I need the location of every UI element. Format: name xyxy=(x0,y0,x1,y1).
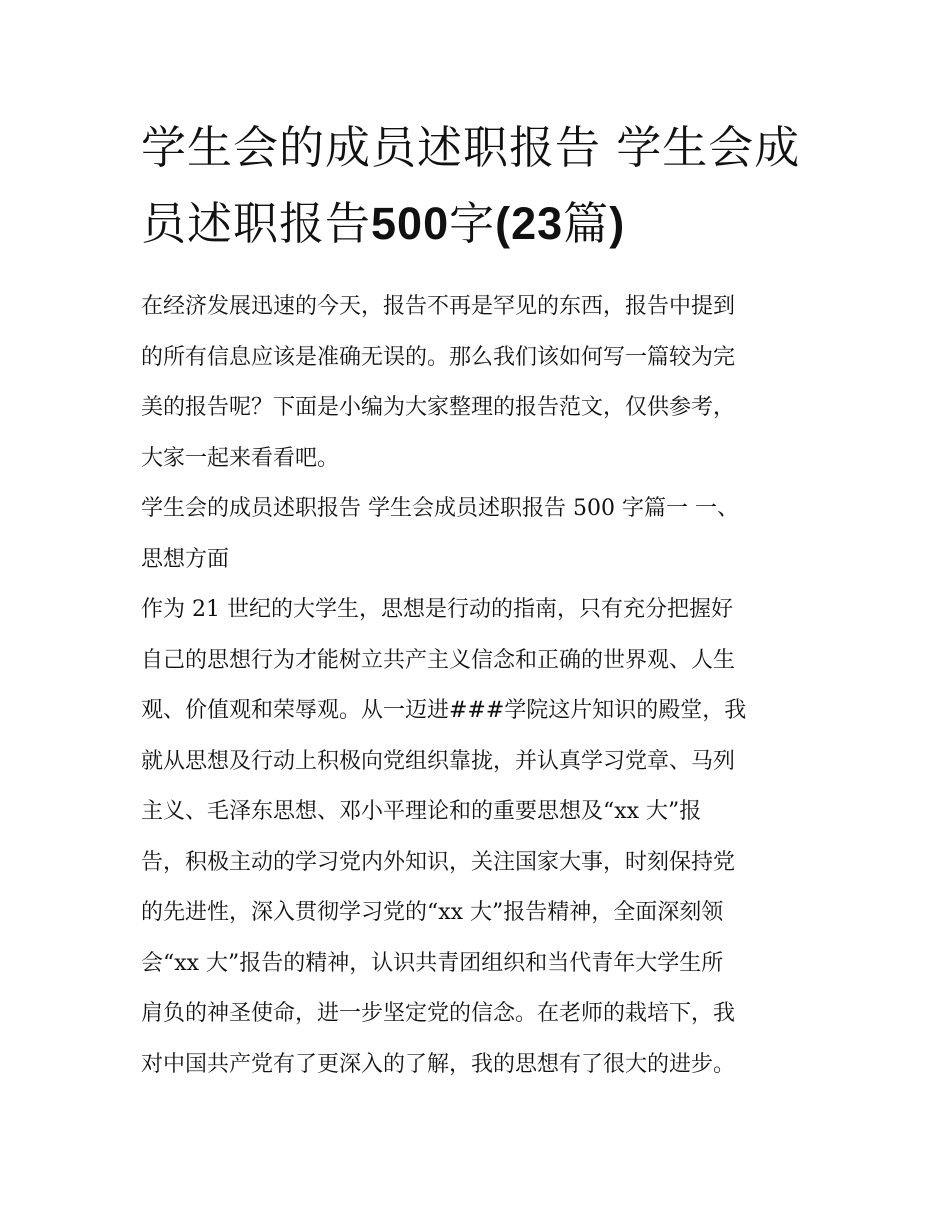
body-line: 会“xx 大”报告的精神，认识共青团组织和当代青年大学生所 xyxy=(141,950,724,976)
document-title xyxy=(141,110,813,262)
document-page xyxy=(141,110,813,1090)
body-line: 自己的思想行为才能树立共产主义信念和正确的世界观、人生 xyxy=(141,647,736,673)
section-heading xyxy=(141,484,813,585)
body-line: 的先进性，深入贯彻学习党的“xx 大”报告精神，全面深刻领 xyxy=(141,900,724,925)
body-line: 作为 21 世纪的大学生，思想是行动的指南，只有充分把握好 xyxy=(141,597,733,622)
title-text-2: 字 xyxy=(449,197,496,250)
title-close-paren: ) xyxy=(609,198,626,249)
title-text-1: 学生会的成员述职报告 学生会成员述职报告 xyxy=(141,121,801,250)
body-line: 对中国共产党有了更深入的了解，我的思想有了很大的进步。 xyxy=(141,1051,736,1077)
body-line: 主义、毛泽东思想、邓小平理论和的重要思想及“xx 大”报 xyxy=(141,799,702,824)
intro-paragraph xyxy=(141,282,813,484)
section-heading-line: 思想方面 xyxy=(141,546,230,572)
body-line: 就从思想及行动上积极向党组织靠拢，并认真学习党章、马列 xyxy=(141,748,736,774)
intro-line: 的所有信息应该是准确无误的。那么我们该如何写一篇较为完 xyxy=(141,344,736,370)
title-number-23: (23 xyxy=(495,198,564,249)
title-text-3: 篇 xyxy=(563,197,610,250)
body-line: 肩负的神圣使命，进一步坚定党的信念。在老师的栽培下，我 xyxy=(141,1001,736,1026)
intro-line: 在经济发展迅速的今天，报告不再是罕见的东西，报告中提到 xyxy=(141,294,736,319)
intro-line: 美的报告呢？下面是小编为大家整理的报告范文，仅供参考， xyxy=(141,395,736,420)
section-heading-line: 学生会的成员述职报告 学生会成员述职报告 500 字篇一 一、 xyxy=(141,496,739,521)
body-paragraph xyxy=(141,585,813,1090)
body-line: 观、价值观和荣辱观。从一迈进###学院这片知识的殿堂，我 xyxy=(141,698,747,723)
body-line: 告，积极主动的学习党内外知识，关注国家大事，时刻保持党 xyxy=(141,849,736,875)
intro-line: 大家一起来看看吧。 xyxy=(141,445,340,471)
title-number-500: 500 xyxy=(371,198,450,249)
